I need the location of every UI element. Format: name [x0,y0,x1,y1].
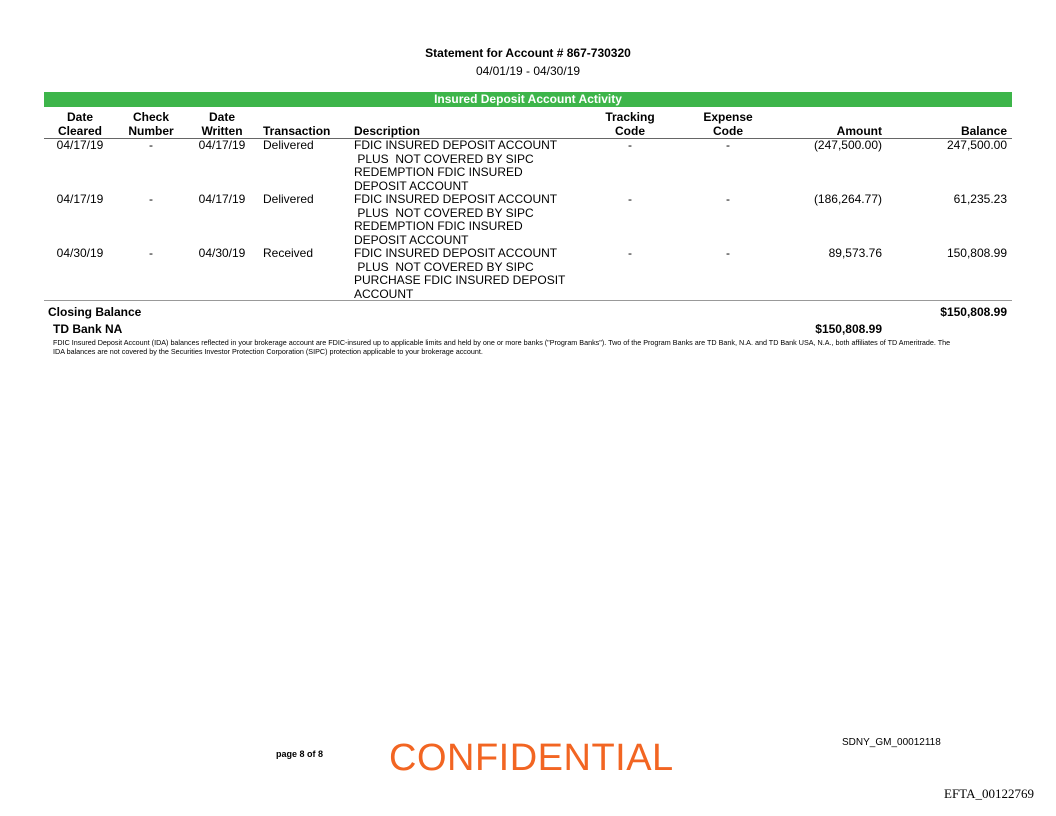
row1-check-number: - [149,138,153,152]
bank-amount: $150,808.99 [815,322,882,336]
col-balance: Balance [960,124,1007,138]
section-header-bar: Insured Deposit Account Activity [44,92,1012,107]
col-date-written-line1: Date [208,110,235,124]
row2-transaction: Delivered [263,192,314,206]
bates-number: SDNY_GM_00012118 [842,737,941,748]
row2-expense-code: - [726,192,730,206]
fdic-footnote: FDIC Insured Deposit Account (IDA) balances reflected in your brokerage account are FDIC-insured up to applicable limits and held by one or more banks ("Program Banks"). Two of the Program Banks are TD Bank, N.A. and TD Bank USA, N.A., both affiliates of TD Ameritrade. The IDA balances are not covered by the Securities Investor Protection Corporation (SIPC) protection applicable to your brokerage account. [53,338,951,356]
row2-description: FDIC INSURED DEPOSIT ACCOUNT PLUS NOT COVERED BY SIPC REDEMPTION FDIC INSURED DEPOSIT ACCOUNT [354,192,558,247]
bank-label: TD Bank NA [53,322,123,336]
statement-period: 04/01/19 - 04/30/19 [475,64,581,78]
col-check-number-line1: Check [132,110,170,124]
page-number: page 8 of 8 [276,749,324,759]
closing-divider [44,300,1012,301]
row3-balance: 150,808.99 [946,246,1007,260]
row1-tracking-code: - [628,138,632,152]
row2-amount: (186,264.77) [813,192,882,206]
closing-balance-value: $150,808.99 [940,305,1007,319]
statement-title: Statement for Account # 867-730320 [425,46,631,60]
row2-balance: 61,235.23 [953,192,1007,206]
row2-date-written: 04/17/19 [198,192,246,206]
col-date-written [196,110,248,138]
col-tracking-code-line2: Code [615,124,645,138]
closing-balance-label: Closing Balance [48,305,142,319]
row1-date-cleared: 04/17/19 [56,138,104,152]
row1-expense-code: - [726,138,730,152]
col-date-cleared [54,110,106,138]
row2-tracking-code: - [628,192,632,206]
col-tracking-code [598,110,662,138]
efta-number: EFTA_00122769 [944,786,1034,801]
col-transaction: Transaction [263,124,331,138]
col-expense-code [698,110,758,138]
row3-check-number: - [149,246,153,260]
col-date-cleared-line1: Date [66,110,93,124]
row3-transaction: Received [263,246,314,260]
row1-date-written: 04/17/19 [198,138,246,152]
row3-tracking-code: - [628,246,632,260]
row1-transaction: Delivered [263,138,314,152]
col-date-cleared-line2: Cleared [57,124,103,138]
row3-date-written: 04/30/19 [198,246,246,260]
row2-check-number: - [149,192,153,206]
col-expense-code-line1: Expense [703,110,753,124]
col-date-written-line2: Written [201,124,243,138]
col-description: Description [354,124,421,138]
row3-date-cleared: 04/30/19 [56,246,104,260]
row3-description: FDIC INSURED DEPOSIT ACCOUNT PLUS NOT COVERED BY SIPC PURCHASE FDIC INSURED DEPOSIT ACCOUNT [354,246,566,301]
col-tracking-code-line1: Tracking [605,110,655,124]
col-expense-code-line2: Code [713,124,743,138]
row1-balance: 247,500.00 [946,138,1007,152]
row1-amount: (247,500.00) [813,138,882,152]
col-amount: Amount [836,124,882,138]
row3-expense-code: - [726,246,730,260]
confidential-stamp: CONFIDENTIAL [389,737,674,779]
col-check-number-line2: Number [128,124,174,138]
row3-amount: 89,573.76 [828,246,882,260]
col-check-number [124,110,178,138]
row2-date-cleared: 04/17/19 [56,192,104,206]
row1-description: FDIC INSURED DEPOSIT ACCOUNT PLUS NOT COVERED BY SIPC REDEMPTION FDIC INSURED DEPOSIT ACCOUNT [354,138,558,193]
